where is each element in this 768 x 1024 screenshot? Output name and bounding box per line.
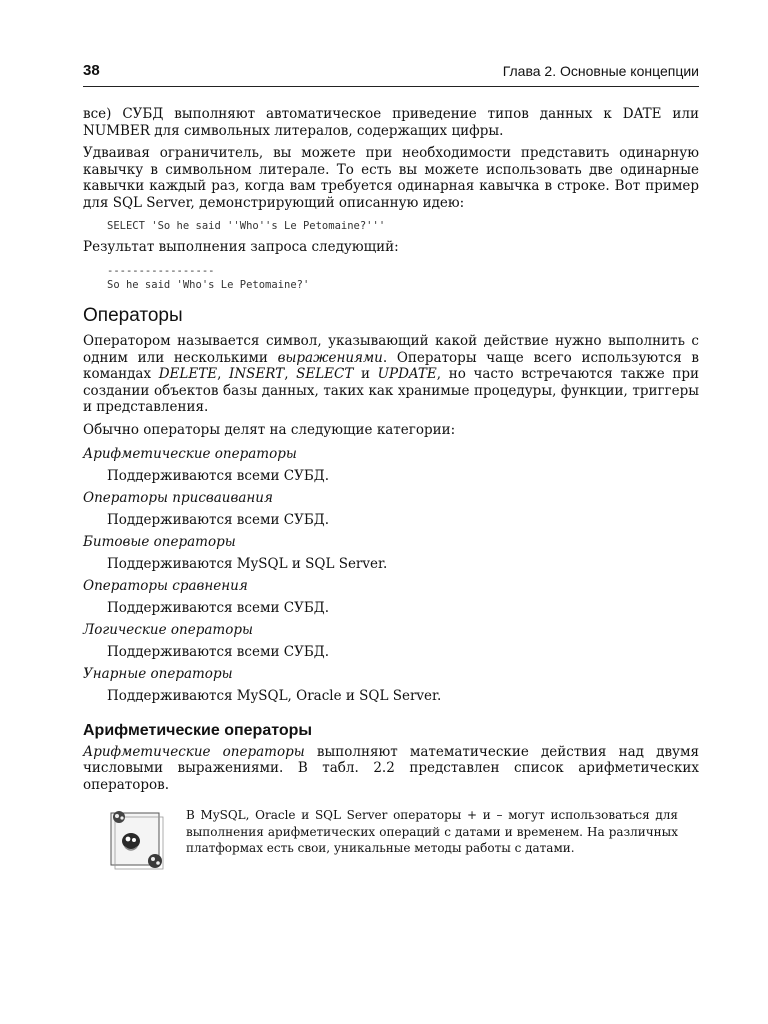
chapter-title: Глава 2. Основные концепции: [502, 63, 699, 79]
raccoon-tip-icon: [105, 807, 165, 871]
category-description: Поддерживаются всеми СУБД.: [107, 511, 330, 528]
category-term: Унарные операторы: [83, 666, 233, 682]
text-run: . Операторы чаще всего используются в командах: [83, 349, 700, 382]
category-description: Поддерживаются всеми СУБД.: [107, 599, 330, 616]
category-description: Поддерживаются MySQL, Oracle и SQL Server.: [107, 687, 442, 704]
paragraph-quote-escaping: Удваивая ограничитель, вы можете при необходимости представить одинарную кавычку в символьном литерале. То есть вы можете использовать две одинарные кавычки каждый раз, когда вам требуется одинарная кавычка в строке. Вот пример для SQL Server, демонстрирующий описанную идею:: [83, 145, 699, 211]
emphasis-term: Арифметические операторы: [83, 743, 305, 760]
category-term: Операторы присваивания: [83, 490, 273, 506]
category-description: Поддерживаются MySQL и SQL Server.: [107, 555, 388, 572]
conjunction: и: [353, 366, 378, 382]
paragraph-result-intro: Результат выполнения запроса следующий:: [83, 239, 399, 255]
text-run: Оператором называется символ, указывающий какой действие нужно выполнить с одним или несколькими: [83, 333, 699, 366]
paragraph-type-conversion: все) СУБД выполняют автоматическое приведение типов данных к DATE или NUMBER для символьных литералов, содержащих цифры.: [83, 106, 699, 139]
running-header: [83, 62, 699, 87]
paragraph-operators-definition: [83, 333, 699, 416]
text-run: выполняют математические действия над двумя числовыми выражениями. В табл. 2.2 представлен список арифметических операторов.: [83, 743, 700, 793]
category-description: Поддерживаются всеми СУБД.: [107, 467, 330, 484]
category-term: Арифметические операторы: [83, 446, 297, 462]
keyword-insert: INSERT: [229, 366, 285, 382]
text-run: , но часто встречаются также при создании объектов базы данных, таких как хранимые процедуры, функции, триггеры и представления.: [83, 366, 699, 415]
code-result-rule: -----------------: [107, 264, 215, 277]
keyword-delete: DELETE: [158, 366, 218, 382]
keyword-select: SELECT: [296, 366, 354, 382]
code-result-line: So he said 'Who's Le Petomaine?': [107, 278, 310, 291]
separator: ,: [217, 366, 229, 382]
code-result-block: [107, 264, 699, 292]
page-body: [83, 106, 699, 879]
paragraph-categories-intro: Обычно операторы делят на следующие категории:: [83, 421, 456, 438]
keyword-update: UPDATE: [377, 366, 437, 382]
category-term: Битовые операторы: [83, 534, 236, 550]
subsection-heading-arithmetic: Арифметические операторы: [83, 722, 313, 739]
emphasis-expressions: выражениями: [277, 349, 383, 366]
page-number: 38: [83, 62, 100, 79]
operator-category-list: [83, 444, 699, 707]
category-term: Логические операторы: [83, 622, 253, 638]
section-heading-operators: Операторы: [83, 304, 183, 326]
tip-box: [83, 805, 699, 879]
category-term: Операторы сравнения: [83, 578, 248, 594]
paragraph-arithmetic-description: [83, 744, 699, 794]
code-example-select: SELECT 'So he said ''Who''s Le Petomaine?''': [107, 220, 386, 232]
separator: ,: [284, 366, 297, 382]
tip-text: В MySQL, Oracle и SQL Server операторы + и – могут использоваться для выполнения арифметических операций с датами и временем. На различных платформах есть свои, уникальные методы работы с датами.: [186, 808, 678, 855]
category-description: Поддерживаются всеми СУБД.: [107, 643, 330, 660]
